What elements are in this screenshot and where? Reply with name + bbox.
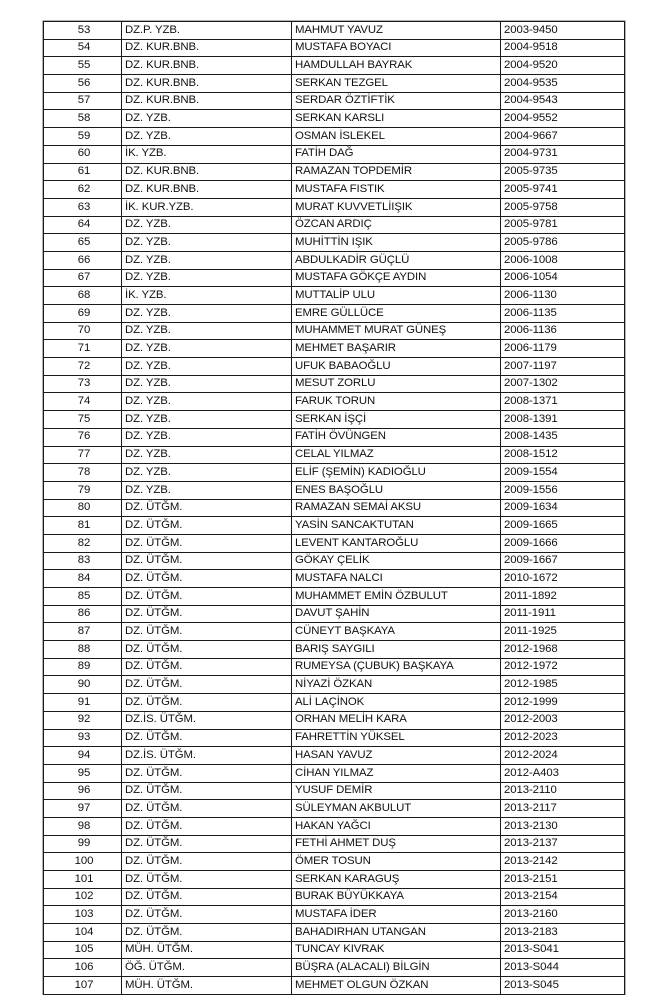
table-row — [44, 552, 625, 570]
cell-rank: DZ. YZB. — [122, 234, 292, 252]
table-row — [44, 853, 625, 871]
cell-no: 53 — [44, 22, 122, 40]
cell-rank: DZ. ÜTĞM. — [122, 835, 292, 853]
cell-rank: DZ. YZB. — [122, 464, 292, 482]
cell-name: CÜNEYT BAŞKAYA — [292, 623, 501, 641]
table-row — [44, 128, 625, 146]
cell-rank: DZ. ÜTĞM. — [122, 552, 292, 570]
cell-registry: 2006-1130 — [501, 287, 625, 305]
cell-registry: 2004-9552 — [501, 110, 625, 128]
table-row — [44, 800, 625, 818]
personnel-table — [43, 21, 625, 995]
cell-rank: DZ. ÜTĞM. — [122, 817, 292, 835]
table-row — [44, 464, 625, 482]
cell-registry: 2009-1667 — [501, 552, 625, 570]
table-row — [44, 39, 625, 57]
cell-registry: 2006-1008 — [501, 251, 625, 269]
table-row — [44, 747, 625, 765]
cell-registry: 2013-2130 — [501, 817, 625, 835]
cell-rank: DZ. KUR.BNB. — [122, 92, 292, 110]
cell-rank: DZ. ÜTĞM. — [122, 605, 292, 623]
cell-no: 64 — [44, 216, 122, 234]
cell-rank: DZ. YZB. — [122, 305, 292, 323]
cell-name: MEHMET BAŞARIR — [292, 340, 501, 358]
cell-rank: DZ. ÜTĞM. — [122, 924, 292, 942]
cell-no: 103 — [44, 906, 122, 924]
cell-registry: 2004-9518 — [501, 39, 625, 57]
table-row — [44, 234, 625, 252]
cell-no: 104 — [44, 924, 122, 942]
cell-registry: 2010-1672 — [501, 570, 625, 588]
cell-name: BÜŞRA (ALACALI) BİLGİN — [292, 959, 501, 977]
cell-registry: 2013-2117 — [501, 800, 625, 818]
cell-rank: ÖĞ. ÜTĞM. — [122, 959, 292, 977]
cell-registry: 2012-1999 — [501, 694, 625, 712]
table-row — [44, 534, 625, 552]
cell-name: SERKAN KARAGUŞ — [292, 871, 501, 889]
cell-rank: DZ. ÜTĞM. — [122, 517, 292, 535]
cell-name: MUSTAFA BOYACI — [292, 39, 501, 57]
cell-name: BAHADIRHAN UTANGAN — [292, 924, 501, 942]
cell-name: BURAK BÜYÜKKAYA — [292, 888, 501, 906]
table-row — [44, 358, 625, 376]
cell-registry: 2011-1925 — [501, 623, 625, 641]
cell-registry: 2013-S041 — [501, 941, 625, 959]
table-row — [44, 977, 625, 995]
cell-rank: DZ. ÜTĞM. — [122, 623, 292, 641]
cell-no: 74 — [44, 393, 122, 411]
table-row — [44, 517, 625, 535]
cell-name: GÖKAY ÇELİK — [292, 552, 501, 570]
table-row — [44, 888, 625, 906]
cell-no: 56 — [44, 75, 122, 93]
table-row — [44, 906, 625, 924]
cell-name: YASİN SANCAKTUTAN — [292, 517, 501, 535]
cell-rank: DZ.P. YZB. — [122, 22, 292, 40]
cell-no: 68 — [44, 287, 122, 305]
table-row — [44, 570, 625, 588]
cell-name: SERDAR ÖZTİFTİK — [292, 92, 501, 110]
cell-rank: DZ. ÜTĞM. — [122, 570, 292, 588]
cell-name: CELAL YILMAZ — [292, 446, 501, 464]
cell-name: MUSTAFA FISTIK — [292, 181, 501, 199]
table-row — [44, 588, 625, 606]
table-row — [44, 428, 625, 446]
cell-registry: 2013-2142 — [501, 853, 625, 871]
cell-name: MUTTALİP ULU — [292, 287, 501, 305]
cell-name: MUSTAFA NALCI — [292, 570, 501, 588]
cell-registry: 2013-2183 — [501, 924, 625, 942]
table-row — [44, 163, 625, 181]
cell-registry: 2013-2110 — [501, 782, 625, 800]
cell-no: 96 — [44, 782, 122, 800]
cell-name: MUHAMMET MURAT GÜNEŞ — [292, 322, 501, 340]
cell-no: 88 — [44, 641, 122, 659]
cell-registry: 2013-2154 — [501, 888, 625, 906]
cell-registry: 2009-1666 — [501, 534, 625, 552]
cell-no: 105 — [44, 941, 122, 959]
cell-no: 107 — [44, 977, 122, 995]
table-row — [44, 287, 625, 305]
cell-rank: DZ. ÜTĞM. — [122, 853, 292, 871]
cell-rank: DZ. YZB. — [122, 128, 292, 146]
cell-rank: DZ. ÜTĞM. — [122, 694, 292, 712]
table-row — [44, 269, 625, 287]
table-row — [44, 729, 625, 747]
table-row — [44, 22, 625, 40]
cell-name: ELİF (ŞEMİN) KADIOĞLU — [292, 464, 501, 482]
cell-rank: İK. YZB. — [122, 145, 292, 163]
cell-name: MESUT ZORLU — [292, 375, 501, 393]
cell-no: 95 — [44, 764, 122, 782]
cell-no: 70 — [44, 322, 122, 340]
cell-no: 67 — [44, 269, 122, 287]
cell-rank: DZ.İS. ÜTĞM. — [122, 711, 292, 729]
cell-registry: 2009-1554 — [501, 464, 625, 482]
cell-no: 98 — [44, 817, 122, 835]
cell-rank: DZ. ÜTĞM. — [122, 641, 292, 659]
cell-registry: 2009-1556 — [501, 481, 625, 499]
cell-name: YUSUF DEMİR — [292, 782, 501, 800]
cell-rank: DZ. ÜTĞM. — [122, 534, 292, 552]
cell-registry: 2008-1435 — [501, 428, 625, 446]
table-row — [44, 216, 625, 234]
table-row — [44, 499, 625, 517]
cell-registry: 2013-S044 — [501, 959, 625, 977]
cell-registry: 2003-9450 — [501, 22, 625, 40]
cell-no: 63 — [44, 198, 122, 216]
cell-rank: DZ. ÜTĞM. — [122, 764, 292, 782]
cell-name: UFUK BABAOĞLU — [292, 358, 501, 376]
cell-no: 75 — [44, 411, 122, 429]
cell-name: FETHİ AHMET DUŞ — [292, 835, 501, 853]
table-row — [44, 871, 625, 889]
cell-registry: 2006-1136 — [501, 322, 625, 340]
cell-no: 87 — [44, 623, 122, 641]
cell-registry: 2011-1911 — [501, 605, 625, 623]
cell-name: HAKAN YAĞCI — [292, 817, 501, 835]
cell-rank: DZ. YZB. — [122, 393, 292, 411]
cell-rank: DZ. YZB. — [122, 375, 292, 393]
cell-name: SÜLEYMAN AKBULUT — [292, 800, 501, 818]
table-row — [44, 181, 625, 199]
table-row — [44, 251, 625, 269]
cell-rank: DZ. KUR.BNB. — [122, 163, 292, 181]
table-row — [44, 110, 625, 128]
cell-rank: İK. KUR.YZB. — [122, 198, 292, 216]
cell-no: 57 — [44, 92, 122, 110]
cell-no: 102 — [44, 888, 122, 906]
cell-no: 66 — [44, 251, 122, 269]
table-row — [44, 75, 625, 93]
cell-rank: MÜH. ÜTĞM. — [122, 977, 292, 995]
cell-name: ÖMER TOSUN — [292, 853, 501, 871]
cell-no: 79 — [44, 481, 122, 499]
table-row — [44, 924, 625, 942]
cell-name: FARUK TORUN — [292, 393, 501, 411]
cell-name: CİHAN YILMAZ — [292, 764, 501, 782]
cell-name: ÖZCAN ARDIÇ — [292, 216, 501, 234]
cell-no: 62 — [44, 181, 122, 199]
cell-name: HASAN YAVUZ — [292, 747, 501, 765]
cell-registry: 2005-9786 — [501, 234, 625, 252]
cell-no: 90 — [44, 676, 122, 694]
cell-registry: 2005-9741 — [501, 181, 625, 199]
cell-name: MUHİTTİN IŞIK — [292, 234, 501, 252]
table-row — [44, 835, 625, 853]
cell-no: 91 — [44, 694, 122, 712]
cell-registry: 2004-9543 — [501, 92, 625, 110]
cell-name: NİYAZİ ÖZKAN — [292, 676, 501, 694]
cell-registry: 2004-9731 — [501, 145, 625, 163]
cell-name: FAHRETTİN YÜKSEL — [292, 729, 501, 747]
table-row — [44, 658, 625, 676]
cell-name: MURAT KUVVETLİIŞIK — [292, 198, 501, 216]
cell-name: ABDULKADİR GÜÇLÜ — [292, 251, 501, 269]
cell-name: BARIŞ SAYGILI — [292, 641, 501, 659]
table-row — [44, 145, 625, 163]
table-row — [44, 694, 625, 712]
cell-rank: DZ. YZB. — [122, 340, 292, 358]
cell-no: 78 — [44, 464, 122, 482]
cell-registry: 2012-1968 — [501, 641, 625, 659]
cell-registry: 2008-1371 — [501, 393, 625, 411]
cell-no: 97 — [44, 800, 122, 818]
cell-no: 94 — [44, 747, 122, 765]
cell-rank: DZ. ÜTĞM. — [122, 676, 292, 694]
cell-name: FATİH DAĞ — [292, 145, 501, 163]
cell-registry: 2012-1972 — [501, 658, 625, 676]
cell-rank: DZ. KUR.BNB. — [122, 57, 292, 75]
cell-rank: MÜH. ÜTĞM. — [122, 941, 292, 959]
table-row — [44, 305, 625, 323]
cell-no: 82 — [44, 534, 122, 552]
cell-name: MEHMET OLGUN ÖZKAN — [292, 977, 501, 995]
cell-registry: 2012-1985 — [501, 676, 625, 694]
cell-no: 101 — [44, 871, 122, 889]
cell-no: 81 — [44, 517, 122, 535]
table-row — [44, 198, 625, 216]
cell-rank: DZ. YZB. — [122, 428, 292, 446]
cell-registry: 2009-1665 — [501, 517, 625, 535]
cell-name: MAHMUT YAVUZ — [292, 22, 501, 40]
cell-registry: 2006-1054 — [501, 269, 625, 287]
cell-rank: DZ. YZB. — [122, 446, 292, 464]
table-row — [44, 393, 625, 411]
cell-rank: DZ. ÜTĞM. — [122, 871, 292, 889]
cell-registry: 2007-1197 — [501, 358, 625, 376]
cell-no: 71 — [44, 340, 122, 358]
cell-name: OSMAN İSLEKEL — [292, 128, 501, 146]
cell-rank: DZ. KUR.BNB. — [122, 75, 292, 93]
cell-registry: 2011-1892 — [501, 588, 625, 606]
cell-rank: DZ. YZB. — [122, 216, 292, 234]
cell-registry: 2005-9758 — [501, 198, 625, 216]
cell-registry: 2008-1512 — [501, 446, 625, 464]
cell-registry: 2004-9667 — [501, 128, 625, 146]
cell-no: 55 — [44, 57, 122, 75]
table-row — [44, 411, 625, 429]
table-row — [44, 817, 625, 835]
cell-name: MUSTAFA GÖKÇE AYDIN — [292, 269, 501, 287]
cell-no: 59 — [44, 128, 122, 146]
table-row — [44, 375, 625, 393]
cell-no: 93 — [44, 729, 122, 747]
cell-name: RUMEYSA (ÇUBUK) BAŞKAYA — [292, 658, 501, 676]
cell-registry: 2012-A403 — [501, 764, 625, 782]
cell-name: LEVENT KANTAROĞLU — [292, 534, 501, 552]
cell-name: DAVUT ŞAHİN — [292, 605, 501, 623]
cell-no: 77 — [44, 446, 122, 464]
cell-rank: DZ. ÜTĞM. — [122, 800, 292, 818]
cell-rank: DZ. YZB. — [122, 358, 292, 376]
table-row — [44, 623, 625, 641]
cell-rank: İK. YZB. — [122, 287, 292, 305]
cell-no: 99 — [44, 835, 122, 853]
cell-rank: DZ. YZB. — [122, 110, 292, 128]
cell-name: SERKAN KARSLI — [292, 110, 501, 128]
cell-name: RAMAZAN SEMAİ AKSU — [292, 499, 501, 517]
cell-name: MUSTAFA İDER — [292, 906, 501, 924]
cell-registry: 2012-2024 — [501, 747, 625, 765]
table-body — [44, 22, 625, 995]
cell-rank: DZ. ÜTĞM. — [122, 888, 292, 906]
cell-name: ORHAN MELİH KARA — [292, 711, 501, 729]
cell-no: 80 — [44, 499, 122, 517]
cell-name: RAMAZAN TOPDEMİR — [292, 163, 501, 181]
cell-registry: 2007-1302 — [501, 375, 625, 393]
cell-name: TUNCAY KIVRAK — [292, 941, 501, 959]
cell-rank: DZ. ÜTĞM. — [122, 588, 292, 606]
table-row — [44, 782, 625, 800]
table-row — [44, 959, 625, 977]
cell-no: 69 — [44, 305, 122, 323]
cell-rank: DZ. YZB. — [122, 481, 292, 499]
cell-no: 106 — [44, 959, 122, 977]
cell-rank: DZ. KUR.BNB. — [122, 39, 292, 57]
cell-name: SERKAN İŞÇİ — [292, 411, 501, 429]
cell-registry: 2013-2160 — [501, 906, 625, 924]
table-row — [44, 481, 625, 499]
table-row — [44, 92, 625, 110]
cell-registry: 2006-1179 — [501, 340, 625, 358]
cell-no: 76 — [44, 428, 122, 446]
cell-registry: 2012-2023 — [501, 729, 625, 747]
table-row — [44, 322, 625, 340]
cell-rank: DZ. YZB. — [122, 411, 292, 429]
cell-no: 60 — [44, 145, 122, 163]
cell-registry: 2013-S045 — [501, 977, 625, 995]
cell-registry: 2004-9520 — [501, 57, 625, 75]
table-row — [44, 711, 625, 729]
cell-no: 72 — [44, 358, 122, 376]
cell-registry: 2006-1135 — [501, 305, 625, 323]
cell-name: FATİH ÖVÜNGEN — [292, 428, 501, 446]
cell-no: 85 — [44, 588, 122, 606]
cell-no: 73 — [44, 375, 122, 393]
table-row — [44, 340, 625, 358]
table-row — [44, 446, 625, 464]
cell-name: HAMDULLAH BAYRAK — [292, 57, 501, 75]
cell-no: 65 — [44, 234, 122, 252]
cell-no: 89 — [44, 658, 122, 676]
cell-rank: DZ. YZB. — [122, 251, 292, 269]
cell-rank: DZ. ÜTĞM. — [122, 782, 292, 800]
cell-registry: 2005-9735 — [501, 163, 625, 181]
cell-no: 54 — [44, 39, 122, 57]
cell-no: 83 — [44, 552, 122, 570]
cell-rank: DZ. ÜTĞM. — [122, 906, 292, 924]
cell-registry: 2005-9781 — [501, 216, 625, 234]
cell-name: SERKAN TEZGEL — [292, 75, 501, 93]
cell-name: ALİ LAÇİNOK — [292, 694, 501, 712]
cell-rank: DZ. YZB. — [122, 269, 292, 287]
cell-name: MUHAMMET EMİN ÖZBULUT — [292, 588, 501, 606]
cell-rank: DZ. ÜTĞM. — [122, 729, 292, 747]
table-row — [44, 676, 625, 694]
table-row — [44, 605, 625, 623]
cell-rank: DZ. KUR.BNB. — [122, 181, 292, 199]
cell-rank: DZ.İS. ÜTĞM. — [122, 747, 292, 765]
cell-registry: 2013-2137 — [501, 835, 625, 853]
cell-rank: DZ. ÜTĞM. — [122, 658, 292, 676]
cell-no: 58 — [44, 110, 122, 128]
cell-rank: DZ. ÜTĞM. — [122, 499, 292, 517]
cell-no: 61 — [44, 163, 122, 181]
cell-no: 100 — [44, 853, 122, 871]
cell-name: ENES BAŞOĞLU — [292, 481, 501, 499]
cell-registry: 2009-1634 — [501, 499, 625, 517]
table-row — [44, 941, 625, 959]
cell-registry: 2013-2151 — [501, 871, 625, 889]
cell-name: EMRE GÜLLÜCE — [292, 305, 501, 323]
cell-no: 84 — [44, 570, 122, 588]
table-row — [44, 57, 625, 75]
cell-registry: 2012-2003 — [501, 711, 625, 729]
cell-registry: 2008-1391 — [501, 411, 625, 429]
cell-rank: DZ. YZB. — [122, 322, 292, 340]
cell-no: 86 — [44, 605, 122, 623]
cell-registry: 2004-9535 — [501, 75, 625, 93]
table-row — [44, 641, 625, 659]
cell-no: 92 — [44, 711, 122, 729]
table-row — [44, 764, 625, 782]
